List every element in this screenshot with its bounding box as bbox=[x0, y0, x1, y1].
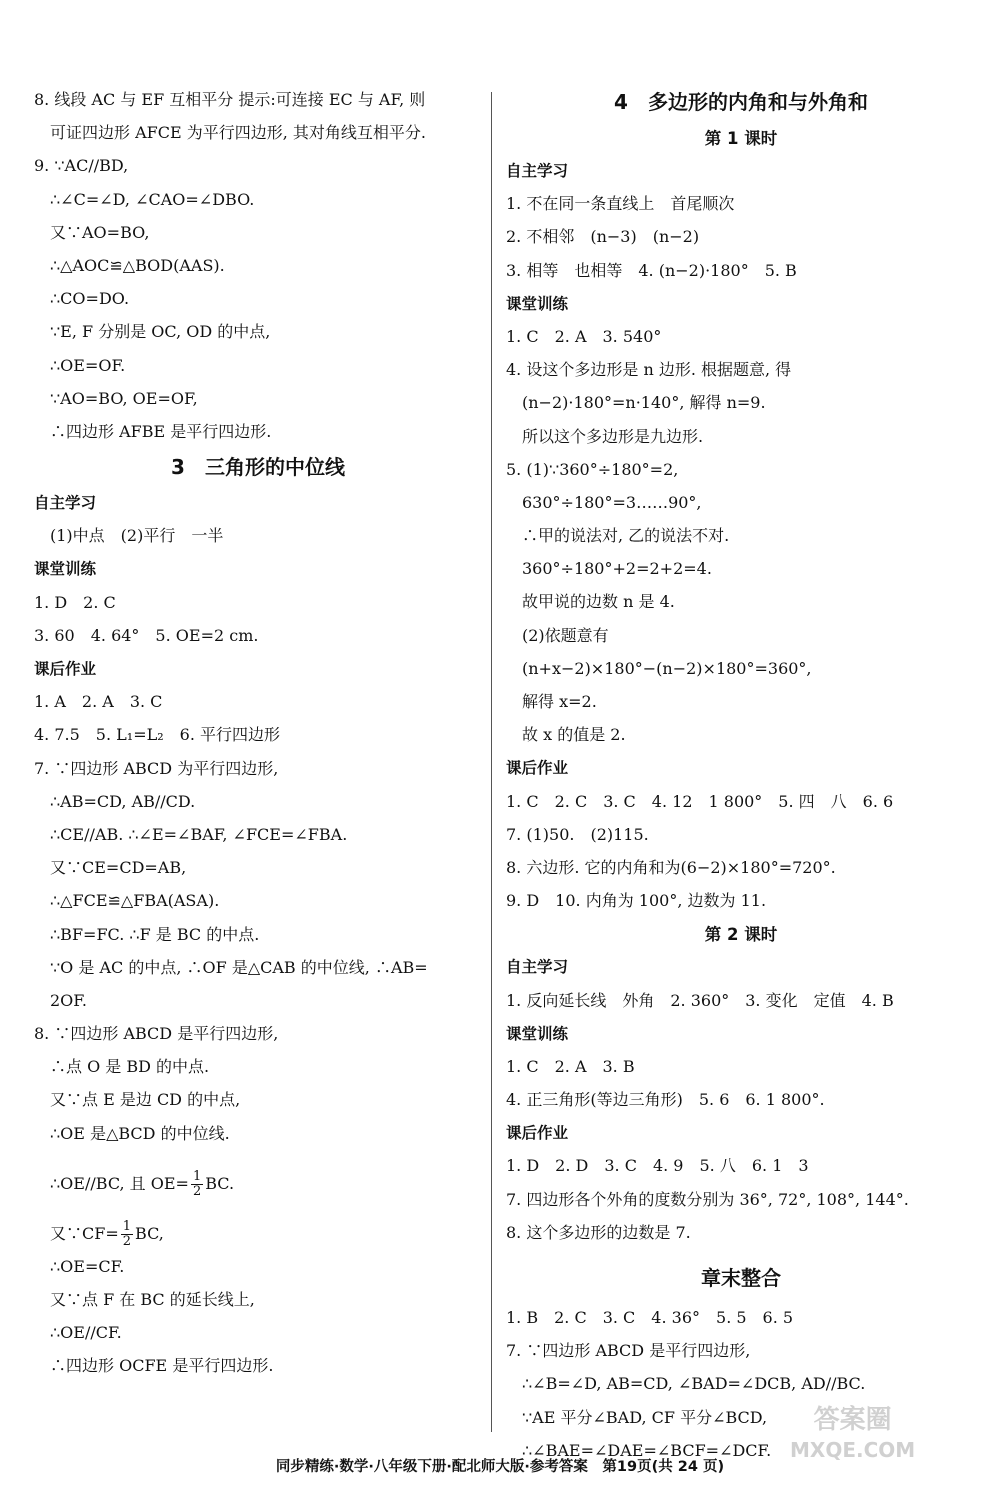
answer-line: ∴CE//AB. ∴∠E=∠BAF, ∠FCE=∠FBA. bbox=[50, 824, 348, 844]
answer-line: 1. D 2. D 3. C 4. 9 5. 八 6. 1 3 bbox=[506, 1156, 809, 1176]
answer-line: ∴∠B=∠D, AB=CD, ∠BAD=∠DCB, AD//BC. bbox=[522, 1374, 866, 1394]
answer-line: 7. (1)50. (2)115. bbox=[506, 824, 649, 844]
answer-line: 1. A 2. A 3. C bbox=[34, 692, 163, 712]
fraction-suffix: BC. bbox=[205, 1173, 235, 1193]
answer-line: (n−2)·180°=n·140°, 解得 n=9. bbox=[522, 393, 766, 413]
right-column bbox=[506, 92, 976, 1476]
answer-line: 1. D 2. C bbox=[34, 592, 116, 612]
site-watermark bbox=[790, 1405, 915, 1465]
subsection-heading: 自主学习 bbox=[506, 162, 569, 180]
answer-line: 4. 正三角形(等边三角形) 5. 6 6. 1 800°. bbox=[506, 1090, 825, 1110]
answer-line: 7. ∵四边形 ABCD 是平行四边形, bbox=[506, 1341, 751, 1361]
subsection-heading: 课堂训练 bbox=[506, 294, 569, 313]
answer-line: ∴四边形 AFBE 是平行四边形. bbox=[50, 421, 272, 441]
answer-line: ∵E, F 分别是 OC, OD 的中点, bbox=[50, 322, 271, 342]
fraction-one-half bbox=[121, 1220, 133, 1249]
answer-line: 又∵CE=CD=AB, bbox=[50, 858, 187, 878]
answer-line: 2. 不相邻 (n−3) (n−2) bbox=[506, 227, 700, 247]
fraction-one-half bbox=[191, 1170, 203, 1199]
answer-line: ∴OE//CF. bbox=[50, 1323, 122, 1343]
answer-line: ∴点 O 是 BD 的中点. bbox=[50, 1057, 210, 1077]
fraction-denominator: 2 bbox=[192, 1183, 202, 1199]
answer-line: 故甲说的边数 n 是 4. bbox=[522, 592, 675, 612]
answer-line: ∴△AOC≌△BOD(AAS). bbox=[50, 255, 225, 275]
answer-line: 1. C 2. A 3. B bbox=[506, 1056, 635, 1076]
answer-line: ∴四边形 OCFE 是平行四边形. bbox=[50, 1356, 274, 1376]
answer-line: 8. ∵四边形 ABCD 是平行四边形, bbox=[34, 1024, 279, 1044]
answer-line: 可证四边形 AFCE 为平行四边形, 其对角线互相平分. bbox=[50, 123, 427, 143]
answer-line: 又∵点 E 是边 CD 的中点, bbox=[50, 1090, 241, 1110]
fraction-prefix: ∴OE//BC, 且 OE= bbox=[50, 1173, 189, 1193]
answer-line: 3. 相等 也相等 4. (n−2)·180° 5. B bbox=[506, 260, 797, 280]
answer-line: 8. 这个多边形的边数是 7. bbox=[506, 1222, 691, 1242]
answer-line: 所以这个多边形是九边形. bbox=[522, 426, 704, 446]
answer-line: 9. ∵AC//BD, bbox=[34, 156, 129, 176]
page-footer: 同步精练·数学·八年级下册·配北师大版·参考答案 第19页(共 24 页) bbox=[275, 1459, 725, 1475]
answer-line: 7. ∵四边形 ABCD 为平行四边形, bbox=[34, 758, 279, 778]
answer-line: (n+x−2)×180°−(n−2)×180°=360°, bbox=[522, 658, 812, 678]
answer-line: 1. 反向延长线 外角 2. 360° 3. 变化 定值 4. B bbox=[506, 990, 894, 1010]
answer-line: ∴△FCE≌△FBA(ASA). bbox=[50, 891, 220, 911]
watermark-url: MXQE.COM bbox=[790, 1438, 916, 1462]
answer-line: 5. (1)∵360°÷180°=2, bbox=[506, 459, 679, 479]
fraction-prefix: 又∵CF= bbox=[50, 1223, 119, 1243]
answer-line: ∴OE 是△BCD 的中位线. bbox=[50, 1123, 230, 1143]
answer-line: ∴OE=CF. bbox=[50, 1256, 125, 1276]
answer-line: 又∵AO=BO, bbox=[50, 222, 150, 242]
lesson-title: 第 1 课时 bbox=[704, 129, 778, 148]
fraction-denominator: 2 bbox=[122, 1233, 132, 1249]
answer-line: (1)中点 (2)平行 一半 bbox=[50, 526, 224, 546]
subsection-heading: 自主学习 bbox=[506, 958, 569, 977]
answer-line: ∴∠C=∠D, ∠CAO=∠DBO. bbox=[50, 189, 255, 209]
answer-line: 9. D 10. 内角为 100°, 边数为 11. bbox=[506, 891, 767, 911]
fraction-numerator: 1 bbox=[122, 1218, 132, 1234]
chapter-title: 章末整合 bbox=[701, 1266, 781, 1290]
answer-line: 2OF. bbox=[50, 990, 87, 1010]
answer-line: 4. 设这个多边形是 n 边形. 根据题意, 得 bbox=[506, 360, 792, 380]
answer-line: ∴AB=CD, AB//CD. bbox=[50, 791, 196, 811]
answer-line-fraction bbox=[34, 1209, 482, 1259]
answer-line: ∴OE=OF. bbox=[50, 355, 126, 375]
subsection-heading: 课后作业 bbox=[506, 759, 569, 778]
subsection-heading: 课后作业 bbox=[34, 660, 97, 678]
answer-line: 1. C 2. C 3. C 4. 12 1 800° 5. 四 八 6. 6 bbox=[506, 791, 894, 811]
watermark-logo-text: 答案圈 bbox=[813, 1405, 892, 1435]
answer-line: ∴∠BAE=∠DAE=∠BCF=∠DCF. bbox=[522, 1440, 772, 1460]
fraction-suffix: BC, bbox=[135, 1223, 164, 1243]
answer-line: 360°÷180°+2=2+2=4. bbox=[522, 559, 712, 579]
answer-line: 8. 线段 AC 与 EF 互相平分 提示:可连接 EC 与 AF, 则 bbox=[34, 90, 426, 109]
answer-line: 1. B 2. C 3. C 4. 36° 5. 5 6. 5 bbox=[506, 1308, 794, 1327]
answer-line: (2)依题意有 bbox=[522, 625, 609, 645]
answer-line: 630°÷180°=3……90°, bbox=[522, 492, 702, 512]
answer-line: 解得 x=2. bbox=[522, 692, 597, 711]
answer-line: ∵AO=BO, OE=OF, bbox=[50, 388, 198, 408]
section-title: 4 多边形的内角和与外角和 bbox=[614, 90, 868, 114]
answer-line: ∴BF=FC. ∴F 是 BC 的中点. bbox=[50, 924, 260, 944]
lesson-title: 第 2 课时 bbox=[704, 925, 778, 945]
answer-line: 故 x 的值是 2. bbox=[522, 725, 626, 745]
fraction-numerator: 1 bbox=[192, 1168, 202, 1184]
section-title: 3 三角形的中位线 bbox=[171, 455, 345, 480]
column-divider bbox=[491, 92, 492, 1432]
answer-line: 7. 四边形各个外角的度数分别为 36°, 72°, 108°, 144°. bbox=[506, 1189, 909, 1209]
answer-line: 1. C 2. A 3. 540° bbox=[506, 326, 662, 346]
subsection-heading: 课堂训练 bbox=[506, 1024, 569, 1043]
left-column bbox=[34, 92, 482, 1392]
answer-line: ∴CO=DO. bbox=[50, 289, 130, 309]
answer-line: 8. 六边形. 它的内角和为(6−2)×180°=720°. bbox=[506, 857, 836, 877]
subsection-heading: 自主学习 bbox=[34, 494, 97, 513]
answer-line: ∵AE 平分∠BAD, CF 平分∠BCD, bbox=[522, 1407, 768, 1427]
answer-line: 3. 60 4. 64° 5. OE=2 cm. bbox=[34, 625, 259, 645]
answer-line: 4. 7.5 5. L₁=L₂ 6. 平行四边形 bbox=[34, 725, 280, 745]
answer-line-fraction bbox=[34, 1159, 482, 1209]
answer-line: ∵O 是 AC 的中点, ∴OF 是△CAB 的中位线, ∴AB= bbox=[50, 957, 428, 977]
subsection-heading: 课堂训练 bbox=[34, 560, 97, 579]
subsection-heading: 课后作业 bbox=[506, 1124, 569, 1143]
answer-line: ∴甲的说法对, 乙的说法不对. bbox=[522, 526, 730, 546]
answer-line: 1. 不在同一条直线上 首尾顺次 bbox=[506, 194, 735, 214]
answer-line: 又∵点 F 在 BC 的延长线上, bbox=[50, 1290, 255, 1309]
